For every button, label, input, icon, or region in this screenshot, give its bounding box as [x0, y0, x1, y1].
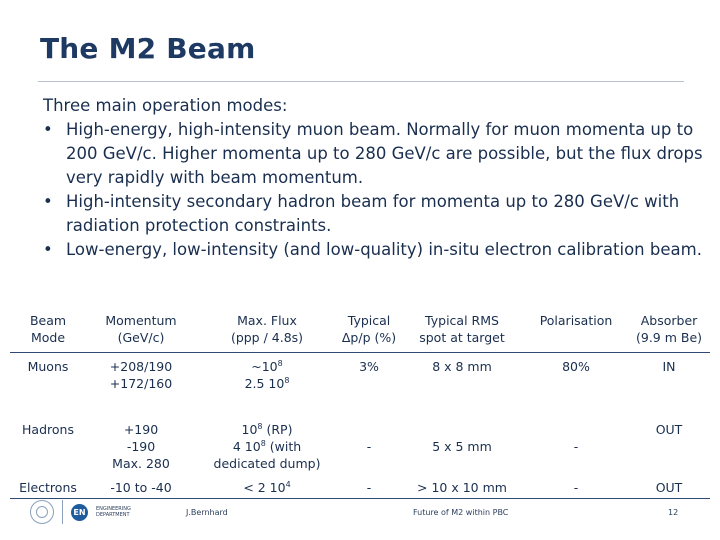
footer-author: J.Bernhard	[186, 508, 228, 517]
cell-rms: 5 x 5 mm	[432, 439, 492, 454]
header-rms: Typical RMS spot at target	[400, 308, 524, 353]
slide-body	[43, 94, 711, 262]
cell-dp: 3%	[359, 359, 379, 374]
bullet-item: • High-intensity secondary hadron beam for momenta up to 280 GeV/c with radiation protection constraints.	[43, 192, 680, 235]
header-max-flux: Max. Flux (ppp / 4.8s)	[196, 308, 338, 353]
header-beam-mode: Beam Mode	[10, 308, 86, 353]
cell-flux: $10^8$ (RP) 4 $10^8$ (with dedicated dump)	[213, 421, 321, 471]
cell-rms: > 10 x 10 mm	[400, 474, 524, 499]
footer-page-number: 12	[668, 508, 679, 517]
header-polarisation: Polarisation	[524, 308, 628, 353]
table-row	[10, 474, 710, 499]
cell-absorber: IN	[662, 359, 676, 374]
slide-title: The M2 Beam	[40, 32, 256, 65]
cell-momentum: -10 to -40	[86, 474, 196, 499]
cell-dp: -	[338, 474, 400, 499]
bullet-dot-icon: •	[43, 120, 53, 139]
table-header-row	[10, 308, 710, 353]
header-absorber: Absorber (9.9 m Be)	[628, 308, 710, 353]
bullet-item: • High-energy, high-intensity muon beam. Normally for muon momenta up to 200 GeV/c. Higher momenta up to 280 GeV/c are possible, but the flux drops very rapidly with beam momentum.	[43, 120, 703, 187]
logo-divider	[62, 500, 63, 524]
cell-polarisation: 80%	[562, 359, 590, 374]
cell-absorber: OUT	[628, 474, 710, 499]
cell-mode: Muons	[27, 359, 69, 374]
cell-mode: Hadrons	[22, 422, 74, 437]
intro-text: Three main operation modes:	[43, 96, 288, 115]
footer-logos	[30, 500, 140, 524]
cell-momentum: +190 -190 Max. 280	[112, 422, 170, 471]
cell-momentum: +208/190 +172/160	[109, 359, 173, 391]
cell-polarisation: -	[573, 439, 579, 454]
table-row	[10, 353, 710, 417]
operation-modes-table	[10, 308, 710, 499]
header-momentum: Momentum (GeV/c)	[86, 308, 196, 353]
bullet-dot-icon: •	[43, 192, 53, 211]
cell-flux: $\sim 10^8$ 2.5 $10^8$	[244, 358, 290, 391]
cell-absorber: OUT	[655, 422, 683, 437]
cell-mode: Electrons	[10, 474, 86, 499]
title-divider	[38, 81, 684, 82]
table-row	[10, 416, 710, 474]
bullet-list	[43, 118, 711, 262]
cell-dp: -	[366, 439, 372, 454]
en-department-logo-icon: EN	[71, 504, 88, 521]
footer-event: Future of M2 within PBC	[413, 508, 509, 517]
cell-polarisation: -	[524, 474, 628, 499]
cell-flux: < 2 $10^4$	[196, 474, 338, 499]
cern-logo-icon	[30, 500, 54, 524]
cell-rms: 8 x 8 mm	[432, 359, 492, 374]
header-dp: Typical Δp/p (%)	[338, 308, 400, 353]
bullet-item: • Low-energy, low-intensity (and low-quality) in-situ electron calibration beam.	[43, 238, 711, 262]
bullet-dot-icon: •	[43, 240, 53, 259]
en-department-label: ENGINEERING DEPARTMENT	[96, 506, 131, 518]
